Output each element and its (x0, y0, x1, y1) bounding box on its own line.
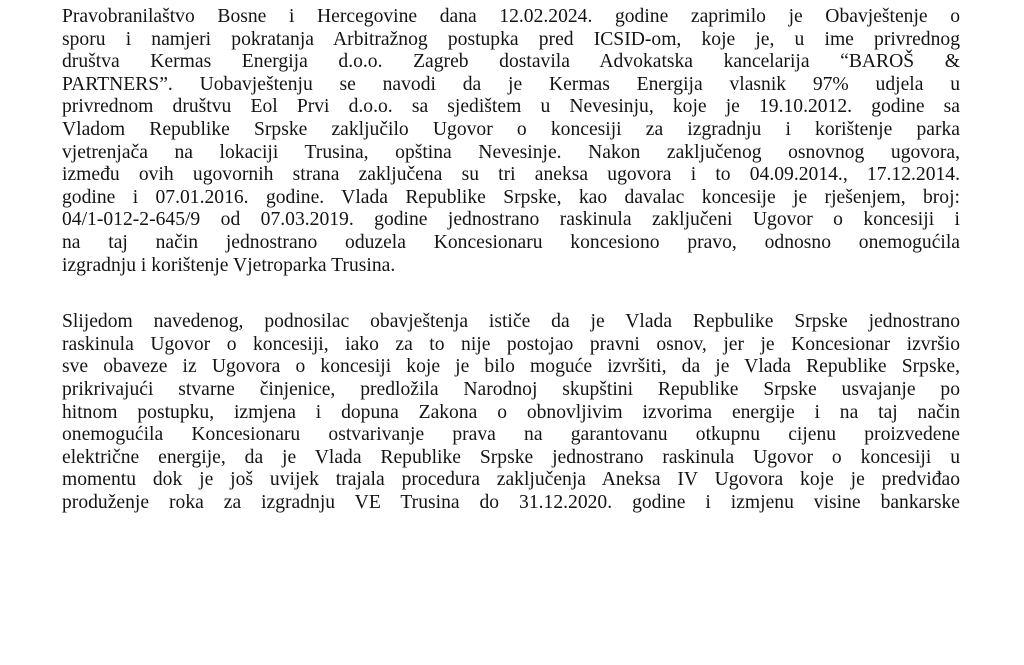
text-line: hitnom postupku, izmjena i dopuna Zakona o obnovljivim izvorima energije i na taj način (62, 401, 960, 423)
text-line: prikrivajući stvarne činjenice, predložila Narodnoj skupštini Republike Srpske usvajanje po (62, 378, 960, 400)
text-line: privrednom društvu Eol Prvi d.o.o. sa sjedištem u Nevesinju, koje je 19.10.2012. godine sa (62, 96, 960, 118)
paragraph-claims (62, 311, 960, 514)
text-line: između ovih ugovornih strana zaključena su tri aneksa ugovora i to 04.09.2014., 17.12.2014. (62, 164, 960, 186)
text-line: momentu dok je još uvijek trajala procedura zaključenja Aneksa IV Ugovora koje je predviđao (62, 469, 960, 491)
document-page (62, 6, 960, 514)
text-line: 04/1-012-2-645/9 od 07.03.2019. godine jednostrano raskinula zaključeni Ugovor o koncesiji i (62, 209, 960, 231)
text-line: Slijedom navedenog, podnosilac obavještenja ističe da je Vlada Repbulike Srpske jednostrano (62, 311, 960, 333)
text-line: na taj način jednostrano oduzela Koncesionaru koncesiono pravo, odnosno onemogućila (62, 231, 960, 253)
paragraph-spacer (62, 277, 960, 311)
text-line: produženje roka za izgradnju VE Trusina do 31.12.2020. godine i izmjenu visine bankarske (62, 491, 960, 513)
text-line: društva Kermas Energija d.o.o. Zagreb dostavila Advokatska kancelarija “BAROŠ & (62, 51, 960, 73)
text-line: raskinula Ugovor o koncesiji, iako za to nije postojao pravni osnov, jer je Koncesionar izvršio (62, 333, 960, 355)
text-line: vjetrenjača na lokaciji Trusina, opština Nevesinje. Nakon zaključenog osnovnog ugovora, (62, 141, 960, 163)
text-line: izgradnju i korištenje Vjetroparka Trusina. (62, 254, 396, 276)
text-line: sporu i namjeri pokratanja Arbitražnog postupka pred ICSID-om, koje je, u ime privrednog (62, 28, 960, 50)
text-line: PARTNERS”. Uobavještenju se navodi da je Kermas Energija vlasnik 97% udjela u (62, 73, 960, 95)
text-line: električne energije, da je Vlada Republike Srpske jednostrano raskinula Ugovor o koncesiji u (62, 446, 960, 468)
text-line: godine i 07.01.2016. godine. Vlada Republike Srpske, kao davalac koncesije je rješenjem, broj: (62, 186, 960, 208)
paragraph-notice-received (62, 6, 960, 277)
text-line: sve obaveze iz Ugovora o koncesiji koje je bilo moguće izvršiti, da je Vlada Republike Srpske, (62, 356, 960, 378)
text-line: Vladom Republike Srpske zaključilo Ugovor o koncesiji za izgradnju i korištenje parka (62, 118, 960, 140)
text-line: Pravobranilaštvo Bosne i Hercegovine dana 12.02.2024. godine zaprimilo je Obavještenje o (62, 6, 960, 27)
text-line: onemogućila Koncesionaru ostvarivanje prava na garantovanu otkupnu cijenu proizvedene (62, 424, 960, 446)
